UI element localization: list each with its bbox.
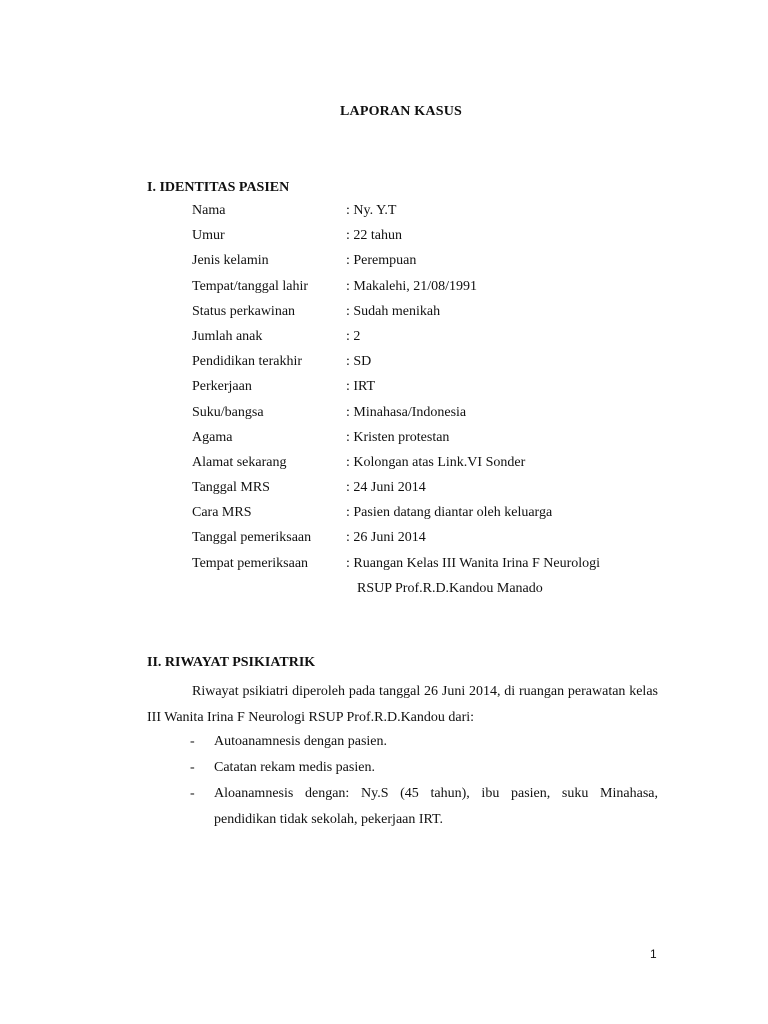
identity-label: Tanggal MRS xyxy=(192,480,270,496)
list-item xyxy=(147,755,658,781)
identity-label: Perkerjaan xyxy=(192,379,252,395)
document-title: LAPORAN KASUS xyxy=(339,104,462,119)
identity-label: Tanggal pemeriksaan xyxy=(192,530,312,546)
identity-label: Jenis kelamin xyxy=(192,253,269,269)
identity-label: Tempat pemeriksaan xyxy=(192,555,309,571)
identity-value: : IRT xyxy=(346,379,376,395)
identity-label: Umur xyxy=(192,228,225,244)
identity-label: Nama xyxy=(192,203,226,218)
identity-value: : SD xyxy=(346,354,372,370)
identity-value: : 22 tahun xyxy=(346,228,402,244)
page-number: 1 xyxy=(650,947,657,961)
identity-value: : Pasien datang diantar oleh keluarga xyxy=(346,505,553,521)
identity-value: : 24 Juni 2014 xyxy=(346,480,426,496)
identity-label: Alamat sekarang xyxy=(192,454,287,470)
list-dash: - xyxy=(190,760,195,775)
identity-value: : Kristen protestan xyxy=(346,429,450,445)
identity-label: Tempat/tanggal lahir xyxy=(192,278,309,294)
history-paragraph: Riwayat psikiatri diperoleh pada tanggal 26 Juni 2014, di ruangan perawatan kelas III Wanita Irina F Neurologi RSUP Prof.R.D.Kandou dari: xyxy=(147,684,658,725)
identity-value: : 2 xyxy=(346,328,361,344)
identity-value: : Ny. Y.T xyxy=(346,203,397,218)
identity-value: : Kolongan atas Link.VI Sonder xyxy=(346,454,526,470)
list-item-text: Aloanamnesis dengan: Ny.S (45 tahun), ibu pasien, suku Minahasa, pendidikan tidak sekolah, pekerjaan IRT. xyxy=(214,786,658,827)
identity-label: Cara MRS xyxy=(192,505,252,521)
list-dash: - xyxy=(190,734,195,749)
identity-label: Pendidikan terakhir xyxy=(192,354,303,370)
identity-value: : Perempuan xyxy=(346,253,417,269)
identity-label: Status perkawinan xyxy=(192,303,296,319)
list-item xyxy=(147,729,658,755)
source-list xyxy=(147,729,658,833)
identity-label: Suku/bangsa xyxy=(192,404,264,420)
identity-label: Agama xyxy=(192,429,233,445)
list-item-text: Catatan rekam medis pasien. xyxy=(214,760,375,775)
identity-value: : Ruangan Kelas III Wanita Irina F Neurologi xyxy=(346,555,601,571)
list-dash: - xyxy=(190,786,195,801)
list-item xyxy=(147,781,658,833)
list-item-text: Autoanamnesis dengan pasien. xyxy=(214,734,388,749)
section-heading-identitas: I. IDENTITAS PASIEN xyxy=(147,180,290,195)
section-heading-riwayat: II. RIWAYAT PSIKIATRIK xyxy=(147,655,316,670)
identity-label: Jumlah anak xyxy=(192,328,263,344)
identity-value: : Makalehi, 21/08/1991 xyxy=(346,278,478,294)
identity-value: : 26 Juni 2014 xyxy=(346,530,426,546)
identity-value: : Minahasa/Indonesia xyxy=(346,404,467,420)
identity-value: : Sudah menikah xyxy=(346,303,441,319)
identity-value-continuation: RSUP Prof.R.D.Kandou Manado xyxy=(357,581,543,596)
